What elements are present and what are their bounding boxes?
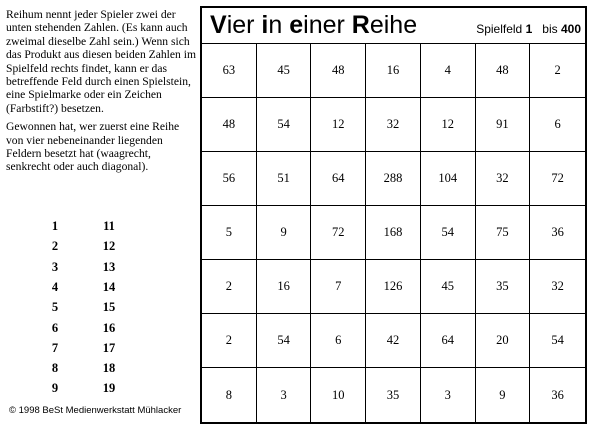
title-part: ier (226, 11, 262, 39)
number-option: 16 (102, 320, 116, 335)
grid-cell[interactable]: 168 (366, 206, 421, 260)
grid-cell[interactable]: 36 (551, 387, 564, 402)
grid-cell[interactable]: 36 (530, 206, 585, 260)
field-number: 1 (525, 22, 533, 36)
grid-cell[interactable]: 54 (421, 206, 476, 260)
grid-cell[interactable]: 32 (530, 260, 585, 314)
grid-cell[interactable]: 64 (421, 314, 476, 368)
title-letter-r: R (351, 11, 370, 39)
number-option: 5 (51, 300, 59, 315)
grid-cell[interactable]: 45 (421, 260, 476, 314)
title-letter-v: V (210, 11, 227, 39)
grid-cell[interactable]: 72 (530, 152, 585, 206)
grid-cell[interactable]: 9 (257, 206, 312, 260)
board-grid (202, 44, 585, 422)
number-option: 14 (102, 279, 116, 294)
number-option: 19 (102, 381, 116, 396)
number-option: 2 (51, 239, 59, 254)
rules-paragraph-2: Gewonnen hat, wer zuerst eine Reihe von vier nebeneinander liegenden Feldern besetzt hat (waagrecht, senkrecht oder auch diagonal). (6, 120, 180, 174)
grid-cell[interactable]: 48 (476, 44, 531, 98)
grid-cell[interactable]: 16 (257, 260, 312, 314)
grid-cell[interactable]: 20 (476, 314, 531, 368)
number-option: 17 (102, 340, 116, 355)
number-option: 13 (102, 259, 116, 274)
number-option: 12 (102, 239, 116, 254)
grid-cell[interactable]: 56 (202, 152, 257, 206)
grid-cell[interactable]: 54 (530, 314, 585, 368)
grid-cell[interactable]: 35 (476, 260, 531, 314)
game-board (200, 6, 587, 424)
number-option: 1 (51, 219, 59, 233)
copyright-notice: © 1998 BeSt Medienwerkstatt Mühlacker (9, 405, 182, 416)
number-option: 9 (51, 381, 59, 396)
grid-cell[interactable]: 6 (530, 98, 585, 152)
grid-cell[interactable]: 12 (421, 98, 476, 152)
rules-panel (0, 0, 201, 430)
grid-cell[interactable]: 9 (476, 368, 531, 422)
grid-cell[interactable]: 64 (311, 152, 366, 206)
grid-cell[interactable]: 3 (257, 368, 312, 422)
grid-cell[interactable]: 6 (311, 314, 366, 368)
grid-cell[interactable]: 2 (202, 260, 257, 314)
field-label: Spielfeld (476, 22, 523, 36)
number-option: 15 (102, 300, 116, 315)
title-part: iner (303, 11, 352, 39)
grid-cell[interactable]: 16 (366, 44, 421, 98)
grid-cell[interactable]: 91 (476, 98, 531, 152)
grid-cell[interactable]: 5 (202, 206, 257, 260)
field-range-label (476, 22, 581, 36)
field-bis: bis (542, 22, 558, 36)
grid-cell[interactable]: 72 (311, 206, 366, 260)
number-option: 6 (51, 320, 59, 335)
grid-cell[interactable]: 2 (530, 44, 585, 98)
grid-cell[interactable]: 12 (311, 98, 366, 152)
rules-paragraph-1: Reihum nennt jeder Spieler zwei der unten stehenden Zahlen. (Es kann auch zweimal dieselbe Zahl sein.) Wenn sich das Produkt aus diesen beiden Zahlen im Spielfeld rechts findet, kann er das betreffende Feld durch einen Spielstein, eine Spielmarke oder ein Zeichen (Farbstift?) besetzen. (6, 8, 196, 115)
grid-cell[interactable]: 288 (366, 152, 421, 206)
grid-cell[interactable]: 126 (366, 260, 421, 314)
number-option: 3 (51, 259, 59, 274)
number-option: 8 (51, 361, 59, 376)
board-header (202, 8, 585, 44)
grid-cell[interactable]: 48 (311, 44, 366, 98)
number-option: 4 (51, 279, 59, 294)
rules-text (6, 8, 197, 179)
grid-cell[interactable]: 51 (257, 152, 312, 206)
grid-cell[interactable]: 4 (421, 44, 476, 98)
grid-cell[interactable]: 48 (202, 98, 257, 152)
grid-cell[interactable]: 10 (311, 368, 366, 422)
title-letter-e: e (289, 11, 304, 39)
grid-cell[interactable]: 3 (421, 368, 476, 422)
number-option: 7 (51, 340, 59, 355)
grid-cell[interactable]: 63 (202, 44, 257, 98)
page-title (210, 10, 417, 40)
grid-cell[interactable]: 54 (257, 314, 312, 368)
title-letter-i: i (261, 11, 269, 39)
title-part: eihe (369, 11, 418, 39)
grid-cell[interactable]: 42 (366, 314, 421, 368)
grid-cell[interactable]: 54 (257, 98, 312, 152)
grid-cell[interactable]: 2 (202, 314, 257, 368)
title-part: n (268, 11, 290, 39)
grid-cell[interactable]: 45 (257, 44, 312, 98)
number-option: 11 (103, 219, 115, 233)
grid-cell[interactable]: 32 (476, 152, 531, 206)
grid-cell[interactable]: 104 (421, 152, 476, 206)
grid-cell[interactable]: 7 (311, 260, 366, 314)
grid-cell[interactable]: 8 (202, 368, 257, 422)
grid-cell[interactable]: 32 (366, 98, 421, 152)
number-option: 18 (102, 361, 116, 376)
grid-cell[interactable]: 35 (366, 368, 421, 422)
grid-cell[interactable]: 75 (476, 206, 531, 260)
field-max: 400 (560, 22, 581, 36)
